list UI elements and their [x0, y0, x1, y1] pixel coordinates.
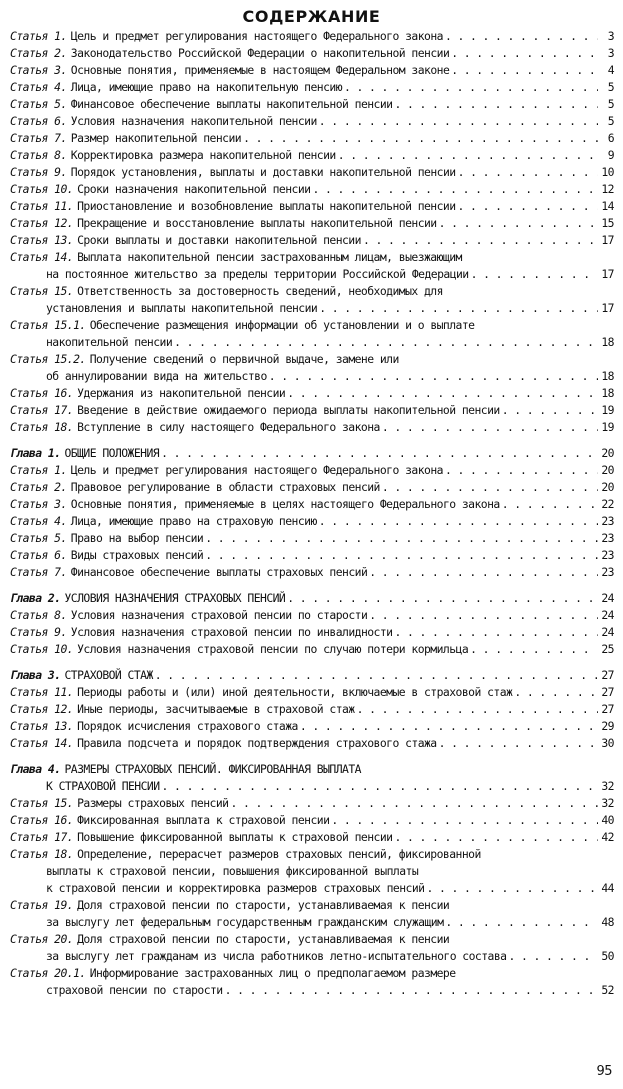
article-title: установления и выплаты накопительной пенсии: [46, 301, 318, 315]
dot-leader: [445, 914, 598, 931]
article-title: об аннулировании вида на жительство: [46, 369, 267, 383]
toc-line: [10, 385, 614, 402]
article-entry: [10, 164, 614, 181]
page-number: 95: [596, 1064, 612, 1079]
article-entry: [10, 283, 614, 317]
toc-line: [10, 419, 614, 436]
toc-line: [10, 863, 614, 880]
article-title: Финансовое обеспечение выплаты накопительной пенсии: [70, 97, 393, 111]
article-label: Статья 3.: [10, 63, 67, 77]
article-label: Статья 20.: [10, 932, 74, 946]
article-label: Статья 6.: [10, 114, 67, 128]
article-label: Статья 16.: [10, 386, 74, 400]
page-title: СОДЕРЖАНИЕ: [242, 7, 381, 26]
article-title: Виды страховых пенсий: [70, 548, 204, 562]
toc-line: [10, 113, 614, 130]
article-label: Статья 18.: [10, 420, 74, 434]
article-label: Статья 13.: [10, 233, 74, 247]
article-entry: [10, 931, 614, 965]
article-entry: [10, 513, 614, 530]
dot-leader: [458, 198, 598, 215]
article-label: Статья 12.: [10, 702, 74, 716]
chapter-title: ОБЩИЕ ПОЛОЖЕНИЯ: [64, 446, 160, 460]
dot-leader: [225, 982, 598, 999]
page-ref: 10: [601, 165, 614, 179]
article-label: Статья 19.: [10, 898, 74, 912]
toc-line: [10, 479, 614, 496]
chapter-title: РАЗМЕРЫ СТРАХОВЫХ ПЕНСИЙ. ФИКСИРОВАННАЯ ВЫПЛАТА: [64, 762, 361, 776]
article-entry: [10, 113, 614, 130]
article-label: Статья 15.: [10, 284, 74, 298]
article-entry: [10, 351, 614, 385]
toc-line: [10, 735, 614, 752]
article-entry: [10, 795, 614, 812]
page-ref: 40: [601, 813, 614, 827]
article-entry: [10, 718, 614, 735]
page-ref: 24: [601, 608, 614, 622]
page-ref: 32: [601, 779, 614, 793]
dot-leader: [363, 232, 598, 249]
article-label: Статья 7.: [10, 131, 67, 145]
toc-line: [10, 62, 614, 79]
article-entry: [10, 62, 614, 79]
article-label: Статья 10.: [10, 182, 74, 196]
article-title: Условия назначения страховой пенсии по инвалидности: [70, 625, 393, 639]
article-entry: [10, 641, 614, 658]
toc-line: [10, 402, 614, 419]
page-ref: 20: [601, 446, 614, 460]
toc-line: [10, 368, 614, 385]
dot-leader: [344, 79, 598, 96]
page-ref: 23: [601, 565, 614, 579]
page-ref: 27: [601, 702, 614, 716]
article-label: Статья 8.: [10, 148, 67, 162]
article-entry: [10, 829, 614, 846]
page-ref: 17: [601, 301, 614, 315]
toc-line: [10, 496, 614, 513]
dot-leader: [451, 62, 598, 79]
page-ref: 20: [601, 480, 614, 494]
page-ref: 19: [601, 403, 614, 417]
page-ref: 23: [601, 548, 614, 562]
article-label: Статья 6.: [10, 548, 67, 562]
page-ref: 18: [601, 386, 614, 400]
article-title: Размеры страховых пенсий: [77, 796, 229, 810]
article-title: Правовое регулирование в области страховых пенсий: [70, 480, 380, 494]
article-title: Выплата накопительной пенсии застрахованным лицам, выезжающим: [77, 250, 462, 264]
article-title: Условия назначения страховой пенсии по случаю потери кормильца: [77, 642, 469, 656]
chapter-label: Глава 1.: [10, 446, 61, 460]
dot-leader: [243, 130, 598, 147]
article-entry: [10, 147, 614, 164]
article-label: Статья 3.: [10, 497, 67, 511]
article-title: Цель и предмет регулирования настоящего Федерального закона: [70, 463, 443, 477]
dot-leader: [426, 880, 598, 897]
article-label: Статья 18.: [10, 847, 74, 861]
page-ref: 42: [601, 830, 614, 844]
article-title: Введение в действие ожидаемого периода выплаты накопительной пенсии: [77, 403, 500, 417]
article-title: Прекращение и восстановление выплаты накопительной пенсии: [77, 216, 437, 230]
article-title: Ответственность за достоверность сведений, необходимых для: [77, 284, 443, 298]
article-label: Статья 2.: [10, 480, 67, 494]
toc-line: [10, 513, 614, 530]
page-ref: 25: [601, 642, 614, 656]
article-label: Статья 5.: [10, 531, 67, 545]
page-ref: 3: [607, 46, 614, 60]
article-title: Размер накопительной пенсии: [70, 131, 242, 145]
section-gap: [10, 581, 614, 590]
toc-line: [10, 641, 614, 658]
dot-leader: [319, 513, 598, 530]
toc-line: [10, 846, 614, 863]
article-title: Получение сведений о первичной выдаче, замене или: [89, 352, 399, 366]
article-label: Статья 9.: [10, 165, 67, 179]
page-ref: 24: [601, 591, 614, 605]
article-label: Статья 12.: [10, 216, 74, 230]
toc-line: [10, 249, 614, 266]
toc-line: [10, 198, 614, 215]
article-label: Статья 15.1.: [10, 318, 86, 332]
dot-leader: [502, 402, 598, 419]
toc-line: [10, 948, 614, 965]
dot-leader: [470, 641, 598, 658]
dot-leader: [502, 496, 598, 513]
article-label: Статья 9.: [10, 625, 67, 639]
page-ref: 4: [607, 63, 614, 77]
page-ref: 23: [601, 514, 614, 528]
article-title: Основные понятия, применяемые в настоящем Федеральном законе: [70, 63, 450, 77]
toc-line: [10, 965, 614, 982]
chapter-entry: [10, 445, 614, 462]
article-label: Статья 4.: [10, 514, 67, 528]
toc-line: [10, 701, 614, 718]
toc-line: [10, 130, 614, 147]
toc-line: [10, 795, 614, 812]
article-label: Статья 16.: [10, 813, 74, 827]
toc-line: [10, 590, 614, 607]
article-entry: [10, 215, 614, 232]
article-title: Лица, имеющие право на страховую пенсию: [70, 514, 317, 528]
dot-leader: [445, 462, 598, 479]
toc-line: [10, 931, 614, 948]
article-title: Определение, перерасчет размеров страховых пенсий, фиксированной: [77, 847, 481, 861]
article-title: Порядок установления, выплаты и доставки накопительной пенсии: [70, 165, 456, 179]
page-ref: 24: [601, 625, 614, 639]
page-ref: 6: [607, 131, 614, 145]
article-title: Правила подсчета и порядок подтверждения страхового стажа: [77, 736, 437, 750]
toc-line: [10, 164, 614, 181]
article-entry: [10, 479, 614, 496]
article-label: Статья 10.: [10, 642, 74, 656]
chapter-entry: [10, 590, 614, 607]
article-label: Статья 17.: [10, 403, 74, 417]
article-title: к страховой пенсии и корректировка размеров страховых пенсий: [46, 881, 425, 895]
toc-line: [10, 880, 614, 897]
article-label: Статья 17.: [10, 830, 74, 844]
article-label: Статья 2.: [10, 46, 67, 60]
article-entry: [10, 79, 614, 96]
chapter-title: К СТРАХОВОЙ ПЕНСИИ: [46, 779, 160, 793]
toc-line: [10, 28, 614, 45]
article-entry: [10, 419, 614, 436]
toc-line: [10, 96, 614, 113]
article-entry: [10, 965, 614, 999]
page-ref: 15: [601, 216, 614, 230]
dot-leader: [287, 385, 598, 402]
page-ref: 17: [601, 233, 614, 247]
page-ref: 5: [607, 114, 614, 128]
article-title: накопительной пенсии: [46, 335, 173, 349]
dot-leader: [508, 948, 598, 965]
article-entry: [10, 232, 614, 249]
article-title: Фиксированная выплата к страховой пенсии: [77, 813, 330, 827]
toc-line: [10, 462, 614, 479]
toc-line: [10, 232, 614, 249]
article-entry: [10, 96, 614, 113]
page-ref: 5: [607, 80, 614, 94]
article-title: Условия назначения страховой пенсии по старости: [70, 608, 368, 622]
dot-leader: [369, 564, 598, 581]
article-label: Статья 4.: [10, 80, 67, 94]
page-ref: 27: [601, 668, 614, 682]
toc-line: [10, 147, 614, 164]
article-entry: [10, 607, 614, 624]
article-entry: [10, 812, 614, 829]
article-label: Статья 7.: [10, 565, 67, 579]
article-title: за выслугу лет федеральным государственным гражданским служащим: [46, 915, 444, 929]
dot-leader: [439, 215, 598, 232]
article-entry: [10, 530, 614, 547]
article-label: Статья 15.2.: [10, 352, 86, 366]
toc-line: [10, 624, 614, 641]
article-title: Цель и предмет регулирования настоящего Федерального закона: [70, 29, 443, 43]
toc-line: [10, 564, 614, 581]
page-ref: 5: [607, 97, 614, 111]
page-ref: 17: [601, 267, 614, 281]
toc-line: [10, 317, 614, 334]
section-gap: [10, 436, 614, 445]
article-label: Статья 14.: [10, 250, 74, 264]
dot-leader: [382, 479, 598, 496]
dot-leader: [205, 530, 598, 547]
article-entry: [10, 735, 614, 752]
article-entry: [10, 684, 614, 701]
dot-leader: [458, 164, 598, 181]
article-entry: [10, 624, 614, 641]
page-ref: 27: [601, 685, 614, 699]
article-label: Статья 8.: [10, 608, 67, 622]
article-entry: [10, 385, 614, 402]
section-gap: [10, 658, 614, 667]
article-title: Информирование застрахованных лиц о предполагаемом размере: [89, 966, 456, 980]
article-title: Удержания из накопительной пенсии: [77, 386, 286, 400]
article-entry: [10, 846, 614, 897]
page-ref: 9: [607, 148, 614, 162]
page-ref: 44: [601, 881, 614, 895]
article-entry: [10, 701, 614, 718]
page-ref: 50: [601, 949, 614, 963]
article-entry: [10, 564, 614, 581]
article-title: за выслугу лет гражданам из числа работников летно-испытательного состава: [46, 949, 507, 963]
toc-line: [10, 547, 614, 564]
dot-leader: [230, 795, 598, 812]
page-ref: 29: [601, 719, 614, 733]
chapter-entry: [10, 667, 614, 684]
article-title: Вступление в силу настоящего Федерального закона: [77, 420, 380, 434]
article-entry: [10, 45, 614, 62]
dot-leader: [287, 590, 598, 607]
article-title: Право на выбор пенсии: [70, 531, 204, 545]
dot-leader: [300, 718, 598, 735]
toc-line: [10, 215, 614, 232]
page-ref: 32: [601, 796, 614, 810]
page-ref: 30: [601, 736, 614, 750]
dot-leader: [445, 28, 598, 45]
toc-line: [10, 181, 614, 198]
page-ref: 18: [601, 335, 614, 349]
article-title: Доля страховой пенсии по старости, устанавливаемая к пенсии: [77, 932, 450, 946]
article-entry: [10, 402, 614, 419]
article-title: Доля страховой пенсии по старости, устанавливаемая к пенсии: [77, 898, 450, 912]
article-title: Обеспечение размещения информации об установлении и о выплате: [89, 318, 475, 332]
chapter-label: Глава 4.: [10, 762, 61, 776]
toc-line: [10, 45, 614, 62]
dot-leader: [394, 624, 598, 641]
dot-leader: [514, 684, 598, 701]
page-ref: 20: [601, 463, 614, 477]
article-title: Условия назначения накопительной пенсии: [70, 114, 317, 128]
article-label: Статья 1.: [10, 29, 67, 43]
article-entry: [10, 317, 614, 351]
toc-line: [10, 351, 614, 368]
dot-leader: [357, 701, 598, 718]
article-title: выплаты к страховой пенсии, повышения фиксированной выплаты: [46, 864, 419, 878]
page-ref: 48: [601, 915, 614, 929]
toc-line: [10, 300, 614, 317]
page-ref: 22: [601, 497, 614, 511]
page-ref: 23: [601, 531, 614, 545]
page-ref: 18: [601, 369, 614, 383]
toc-line: [10, 266, 614, 283]
toc-line: [10, 829, 614, 846]
article-label: Статья 14.: [10, 736, 74, 750]
toc-line: [10, 334, 614, 351]
article-label: Статья 15.: [10, 796, 74, 810]
dot-leader: [338, 147, 598, 164]
dot-leader: [331, 812, 598, 829]
chapter-label: Глава 2.: [10, 591, 61, 605]
dot-leader: [319, 113, 598, 130]
article-entry: [10, 897, 614, 931]
dot-leader: [174, 334, 598, 351]
page-ref: 14: [601, 199, 614, 213]
article-title: Сроки назначения накопительной пенсии: [77, 182, 311, 196]
article-title: Финансовое обеспечение выплаты страховых пенсий: [70, 565, 368, 579]
article-title: Порядок исчисления страхового стажа: [77, 719, 298, 733]
article-title: страховой пенсии по старости: [46, 983, 223, 997]
dot-leader: [269, 368, 598, 385]
article-label: Статья 20.1.: [10, 966, 86, 980]
dot-leader: [155, 667, 598, 684]
dot-leader: [439, 735, 598, 752]
toc-line: [10, 79, 614, 96]
article-entry: [10, 198, 614, 215]
toc-line: [10, 812, 614, 829]
page-ref: 12: [601, 182, 614, 196]
dot-leader: [394, 96, 598, 113]
article-title: Законодательство Российской Федерации о накопительной пенсии: [70, 46, 450, 60]
dot-leader: [451, 45, 598, 62]
article-entry: [10, 28, 614, 45]
article-title: Корректировка размера накопительной пенсии: [70, 148, 336, 162]
toc-line: [10, 761, 614, 778]
toc-line: [10, 914, 614, 931]
article-title: Приостановление и возобновление выплаты накопительной пенсии: [77, 199, 456, 213]
page-ref: 52: [601, 983, 614, 997]
table-of-contents: [10, 28, 614, 999]
dot-leader: [394, 829, 598, 846]
chapter-label: Глава 3.: [10, 668, 61, 682]
section-gap: [10, 752, 614, 761]
page-ref: 19: [601, 420, 614, 434]
toc-line: [10, 445, 614, 462]
article-entry: [10, 249, 614, 283]
article-label: Статья 11.: [10, 199, 74, 213]
chapter-title: СТРАХОВОЙ СТАЖ: [64, 668, 153, 682]
dot-leader: [205, 547, 598, 564]
dot-leader: [161, 445, 598, 462]
dot-leader: [382, 419, 598, 436]
article-title: Сроки выплаты и доставки накопительной пенсии: [77, 233, 361, 247]
dot-leader: [162, 778, 598, 795]
toc-line: [10, 530, 614, 547]
chapter-title: УСЛОВИЯ НАЗНАЧЕНИЯ СТРАХОВЫХ ПЕНСИЙ: [64, 591, 286, 605]
toc-line: [10, 897, 614, 914]
page-ref: 3: [607, 29, 614, 43]
dot-leader: [369, 607, 598, 624]
toc-line: [10, 778, 614, 795]
article-entry: [10, 181, 614, 198]
article-title: на постоянное жительство за пределы территории Российской Федерации: [46, 267, 469, 281]
article-title: Основные понятия, применяемые в целях настоящего Федерального закона: [70, 497, 500, 511]
article-title: Иные периоды, засчитываемые в страховой стаж: [77, 702, 355, 716]
article-title: Периоды работы и (или) иной деятельности, включаемые в страховой стаж: [77, 685, 513, 699]
article-label: Статья 13.: [10, 719, 74, 733]
article-entry: [10, 130, 614, 147]
article-label: Статья 11.: [10, 685, 74, 699]
article-entry: [10, 547, 614, 564]
dot-leader: [471, 266, 598, 283]
toc-line: [10, 718, 614, 735]
article-label: Статья 1.: [10, 463, 67, 477]
dot-leader: [312, 181, 598, 198]
toc-line: [10, 982, 614, 999]
article-title: Повышение фиксированной выплаты к страховой пенсии: [77, 830, 393, 844]
chapter-entry: [10, 761, 614, 795]
article-title: Лица, имеющие право на накопительную пенсию: [70, 80, 343, 94]
toc-line: [10, 684, 614, 701]
article-label: Статья 5.: [10, 97, 67, 111]
dot-leader: [319, 300, 598, 317]
toc-line: [10, 667, 614, 684]
toc-line: [10, 283, 614, 300]
toc-line: [10, 607, 614, 624]
article-entry: [10, 462, 614, 479]
article-entry: [10, 496, 614, 513]
